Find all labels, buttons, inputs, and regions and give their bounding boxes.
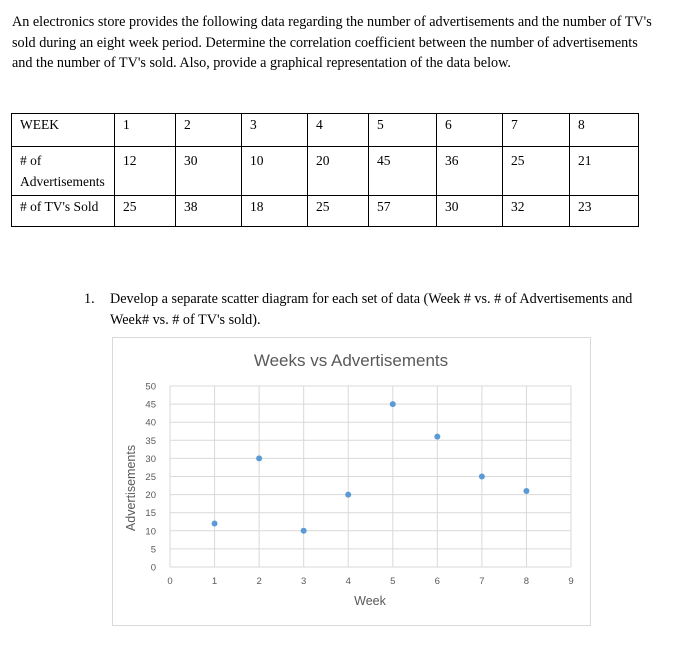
table-cell: 25 [115,196,176,227]
table-row-label: # of TV's Sold [12,196,115,227]
table-cell: 45 [369,147,437,196]
table-cell: 5 [369,114,437,147]
x-tick-label: 7 [479,576,485,587]
x-tick-label: 5 [390,576,396,587]
y-axis-title: Advertisements [124,444,138,532]
data-point [256,455,262,461]
table-cell: 21 [570,147,639,196]
y-tick-label: 5 [150,544,156,556]
data-point [479,474,485,480]
data-table [11,113,639,227]
scatter-chart [112,337,591,626]
y-tick-label: 20 [145,490,156,502]
table-cell: 10 [242,147,308,196]
table-cell: 4 [308,114,369,147]
gridlines [170,386,571,567]
table-row-label: # of Advertisements [12,147,115,196]
table-cell: 30 [176,147,242,196]
y-tick-label: 35 [145,435,156,447]
table-cell: 25 [308,196,369,227]
x-tick-label: 0 [167,576,173,587]
table-cell: 6 [437,114,503,147]
y-tick-label: 40 [145,417,156,429]
x-tick-label: 4 [345,576,351,587]
y-tick-label: 10 [145,526,156,538]
table-row-label: WEEK [12,114,115,147]
question-text: Develop a separate scatter diagram for each set of data (Week # vs. # of Advertisements and Week# vs. # of TV's sold). [110,291,633,328]
table-cell: 20 [308,147,369,196]
x-tick-label: 9 [568,576,574,587]
y-tick-label: 30 [145,453,156,465]
table-cell: 57 [369,196,437,227]
table-row-tvs-sold [12,196,639,227]
table-cell: 23 [570,196,639,227]
data-point [212,521,218,527]
data-point [390,401,396,407]
data-point [345,492,351,498]
table-cell: 1 [115,114,176,147]
x-tick-label: 8 [523,576,530,587]
y-tick-label: 25 [145,472,156,483]
data-point [301,528,307,534]
table-cell: 38 [176,196,242,227]
table-cell: 7 [503,114,570,147]
table-cell: 36 [437,147,503,196]
x-axis-ticks [167,576,573,587]
chart-canvas [113,338,590,625]
table-cell: 2 [176,114,242,147]
table-cell: 30 [437,196,503,227]
y-tick-label: 45 [145,399,156,411]
x-tick-label: 6 [434,576,440,587]
y-axis-ticks [145,382,156,574]
table-row-advertisements [12,147,639,196]
table-cell: 3 [242,114,308,147]
table-cell: 25 [503,147,570,196]
data-point [523,488,529,494]
x-tick-label: 2 [256,576,262,587]
table-cell: 32 [503,196,570,227]
question-1 [84,289,644,330]
table-cell: 8 [570,114,639,147]
table-cell: 12 [115,147,176,196]
x-axis-title: Week [354,594,386,608]
x-tick-label: 1 [211,576,218,587]
table-row-week [12,114,639,147]
y-tick-label: 15 [145,508,156,520]
y-tick-label: 50 [145,381,156,393]
data-point [434,434,440,440]
y-tick-label: 0 [150,562,156,574]
chart-title: Weeks vs Advertisements [253,351,449,370]
question-number: 1. [84,291,95,307]
x-tick-label: 3 [301,576,307,587]
table-cell: 18 [242,196,308,227]
problem-statement: An electronics store provides the following data regarding the number of advertisements and the number of TV's sold during an eight week period. Determine the correlation coefficient between the number of advertisements and the number of TV's sold. Also, provide a graphical representation of the data below. [12,14,652,71]
